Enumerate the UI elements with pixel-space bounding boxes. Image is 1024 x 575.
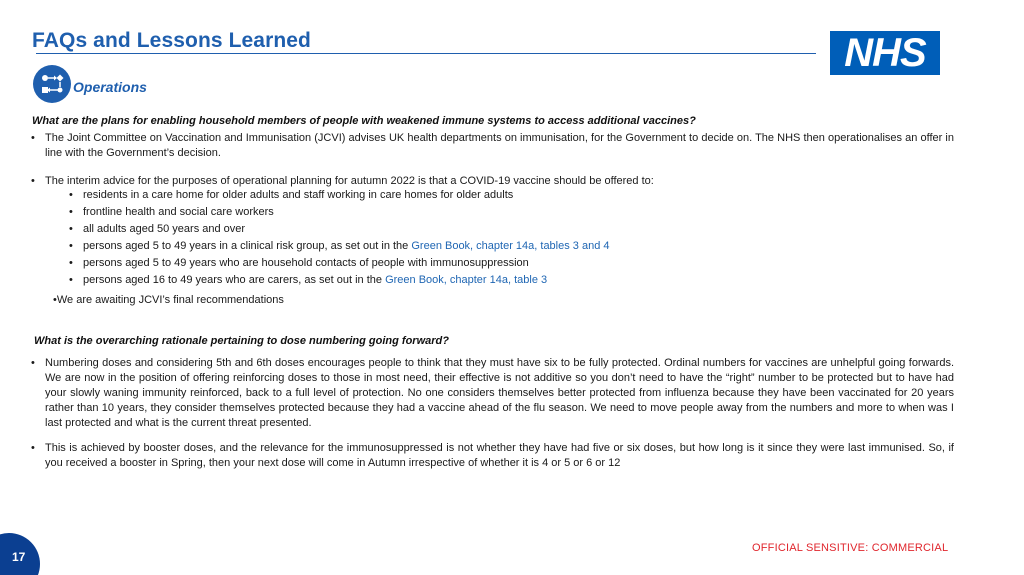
flowchart-icon — [33, 65, 71, 103]
bullet-icon: • — [31, 175, 35, 187]
bullet-icon: • — [31, 357, 35, 369]
sub-bullet-text: residents in a care home for older adults and staff working in care homes for older adults — [83, 189, 514, 201]
sub-bullet-item — [69, 205, 274, 220]
green-book-tables-3-4-link[interactable]: Green Book, chapter 14a, tables 3 and 4 — [411, 240, 610, 252]
question-2: What is the overarching rationale pertaining to dose numbering going forward? — [34, 335, 449, 347]
nhs-logo-text: NHS — [844, 31, 926, 75]
sub-bullet-text: all adults aged 50 years and over — [83, 223, 246, 235]
sub-bullet-text: persons aged 5 to 49 years who are household contacts of people with immunosuppression — [83, 257, 529, 269]
sub-bullet-item — [69, 222, 246, 237]
bullet-item — [31, 356, 954, 431]
bullet-item — [31, 131, 954, 161]
bullet-item — [31, 441, 954, 471]
sub-bullet-item — [69, 188, 514, 203]
sub-bullet-item — [69, 239, 610, 254]
bullet-icon: • — [69, 257, 73, 269]
bullet-icon: • — [69, 189, 73, 201]
sub-bullet-text: frontline health and social care workers — [83, 206, 274, 218]
classification-label: OFFICIAL SENSITIVE: COMMERCIAL — [752, 542, 949, 554]
bullet-text: The Joint Committee on Vaccination and Immunisation (JCVI) advises UK health departments on immunisation, for the Government to decide on. The NHS then operationalises an offer in line with the Government’s decision. — [45, 132, 954, 159]
title-underline — [36, 53, 816, 54]
awaiting-note: •We are awaiting JCVI’s final recommendations — [53, 294, 284, 306]
sub-bullet-text: persons aged 16 to 49 years who are carers, as set out in the — [83, 274, 386, 286]
sub-bullet-item — [69, 273, 548, 288]
bullet-icon: • — [69, 240, 73, 252]
nhs-logo — [830, 31, 940, 75]
bullet-icon: • — [31, 132, 35, 144]
question-1: What are the plans for enabling household members of people with weakened immune systems to access additional vaccines? — [32, 115, 696, 127]
sub-bullet-item — [69, 256, 529, 271]
bullet-item — [31, 174, 954, 189]
bullet-icon: • — [69, 206, 73, 218]
bullet-icon: • — [69, 274, 73, 286]
page-number: 17 — [12, 550, 26, 564]
bullet-text: This is achieved by booster doses, and the relevance for the immunosuppressed is not whether they have had five or six doses, but how long is it since they were last immunised. So, if you received a booster in Spring, then your next dose will come in Autumn irrespective of whether it is 4 or 5 or 6 or 12 — [45, 442, 954, 469]
section-label: Operations — [73, 79, 147, 95]
bullet-icon: • — [31, 442, 35, 454]
bullet-text: Numbering doses and considering 5th and 6th doses encourages people to think that they must have six to be fully protected. Ordinal numbers for vaccines are unhelpful going forwards. We are now in the position of offering reinforcing doses to those in most need, their effective is not additive so you don’t need to have the “right” number to be protected but to have had your slowly waning immunity reinforced, back to a full level of protection. No one considers themselves better protected from influenza because they have been vaccinated for 20 years rather than 10 years, they consider themselves protected because they had a vaccine ahead of the flu season. We need to move people away from the numbers and more to when was I last protected and what is the current threat presented. — [45, 357, 954, 429]
sub-bullet-text: persons aged 5 to 49 years in a clinical risk group, as set out in the — [83, 240, 412, 252]
page-title: FAQs and Lessons Learned — [32, 29, 311, 52]
bullet-icon: • — [69, 223, 73, 235]
bullet-text: The interim advice for the purposes of operational planning for autumn 2022 is that a COVID-19 vaccine should be offered to: — [45, 175, 654, 187]
green-book-table-3-link[interactable]: Green Book, chapter 14a, table 3 — [385, 274, 548, 286]
